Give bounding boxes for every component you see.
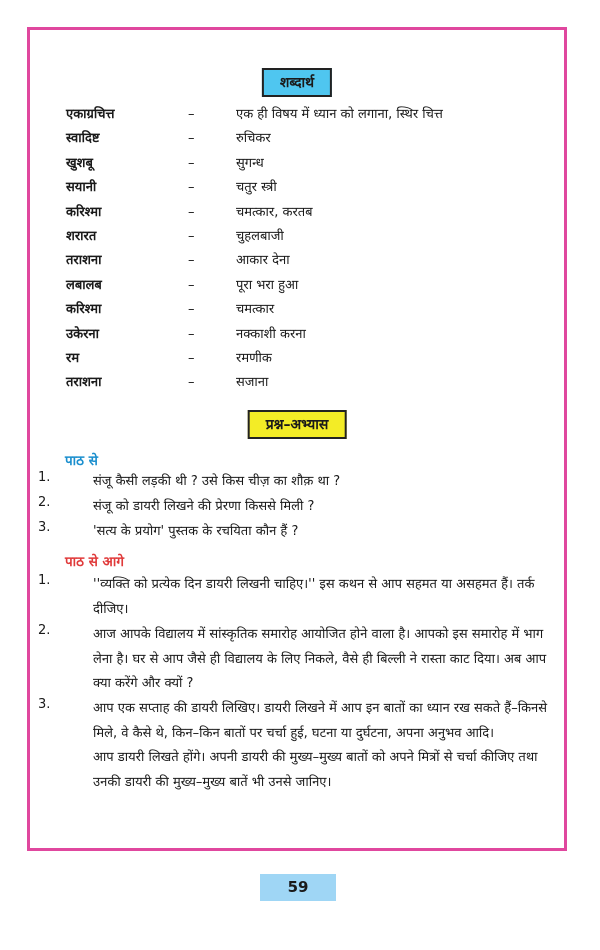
question: [38, 573, 566, 622]
exercise-heading: प्रश्न–अभ्यास: [248, 410, 347, 439]
page-number: 59: [260, 874, 336, 901]
glossary-term: शरारत: [66, 228, 97, 244]
question-number: 2.: [38, 623, 51, 638]
glossary-meaning: चमत्कार, करतब: [236, 204, 313, 220]
question: [38, 697, 566, 796]
question-text: ''व्यक्ति को प्रत्येक दिन डायरी लिखनी चाहिए।'' इस कथन से आप सहमत या असहमत हैं। तर्क दीजिए।: [93, 577, 535, 617]
glossary-meaning: रमणीक: [236, 350, 272, 366]
glossary-term: सयानी: [66, 180, 97, 196]
question-text: आप एक सप्ताह की डायरी लिखिए। डायरी लिखने में आप इन बातों का ध्यान रख सकते हैं–किनसे मिले, वे कैसे थे, किन–किन बातों पर चर्चा हुई, घटना या दुर्घटना, अपना अनुभव आदि।: [93, 701, 548, 741]
glossary-list: [66, 103, 546, 396]
glossary-term: तराशना: [66, 253, 102, 269]
glossary-term: करिश्मा: [66, 204, 102, 220]
glossary-row: [66, 371, 546, 395]
glossary-row: [66, 176, 546, 200]
glossary-meaning: रुचिकर: [236, 131, 271, 147]
glossary-meaning: नक्काशी करना: [236, 326, 306, 342]
glossary-row: [66, 347, 546, 371]
glossary-row: [66, 323, 546, 347]
question-text: संजू कैसी लड़की थी ? उसे किस चीज़ का शौक़ था ?: [93, 474, 341, 489]
glossary-dash: –: [188, 277, 195, 293]
glossary-meaning: चुहलबाजी: [236, 228, 284, 244]
glossary-term: लबालब: [66, 277, 102, 293]
glossary-dash: –: [188, 131, 195, 147]
glossary-term: करिश्मा: [66, 302, 102, 318]
glossary-dash: –: [188, 326, 195, 342]
question-text: 'सत्य के प्रयोग' पुस्तक के रचयिता कौन हैं ?: [93, 524, 299, 539]
glossary-term: एकाग्रचित्त: [66, 107, 115, 122]
section-title-from-lesson: पाठ से: [65, 453, 98, 469]
glossary-row: [66, 103, 546, 127]
glossary-dash: –: [188, 107, 195, 122]
glossary-term: खुशबू: [66, 155, 93, 171]
glossary-meaning: पूरा भरा हुआ: [236, 277, 299, 293]
glossary-meaning: एक ही विषय में ध्यान को लगाना, स्थिर चित्त: [236, 107, 443, 122]
glossary-row: [66, 152, 546, 176]
glossary-dash: –: [188, 375, 195, 391]
glossary-row: [66, 274, 546, 298]
question-number: 3.: [38, 697, 51, 712]
question: [38, 520, 566, 545]
glossary-dash: –: [188, 204, 195, 220]
glossary-term: स्वादिष्ट: [66, 131, 100, 147]
glossary-term: उकेरना: [66, 326, 100, 342]
glossary-row: [66, 225, 546, 249]
glossary-meaning: चमत्कार: [236, 302, 275, 318]
question-text: संजू को डायरी लिखने की प्रेरणा किससे मिली ?: [93, 499, 315, 514]
question: [38, 495, 566, 520]
question-number: 1.: [38, 470, 51, 485]
glossary-row: [66, 298, 546, 322]
question-number: 1.: [38, 573, 51, 588]
question-text: आज आपके विद्यालय में सांस्कृतिक समारोह आयोजित होने वाला है। आपको इस समारोह में भाग लेना है। घर से आप जैसे ही विद्यालय के लिए निकले, वैसे ही बिल्ली ने रास्ता काट दिया। अब आप क्या करेंगे और क्यों ?: [93, 627, 547, 692]
section-title-beyond-lesson: पाठ से आगे: [65, 554, 124, 570]
glossary-dash: –: [188, 180, 195, 196]
glossary-dash: –: [188, 302, 195, 318]
question-number: 2.: [38, 495, 51, 510]
glossary-row: [66, 201, 546, 225]
glossary-meaning: चतुर स्त्री: [236, 180, 277, 196]
question: [38, 623, 566, 697]
glossary-term: तराशना: [66, 375, 102, 391]
glossary-row: [66, 127, 546, 151]
page-frame: [27, 27, 567, 851]
glossary-meaning: सुगन्ध: [236, 155, 264, 171]
glossary-row: [66, 249, 546, 273]
glossary-dash: –: [188, 253, 195, 269]
glossary-term: रम: [66, 350, 80, 366]
glossary-dash: –: [188, 155, 195, 171]
glossary-meaning: सजाना: [236, 375, 269, 391]
glossary-dash: –: [188, 350, 195, 366]
glossary-heading: शब्दार्थ: [262, 68, 332, 97]
glossary-dash: –: [188, 228, 195, 244]
glossary-meaning: आकार देना: [236, 253, 290, 269]
question: [38, 470, 566, 495]
question-number: 3.: [38, 520, 51, 535]
question-text-extra: आप डायरी लिखते होंगे। अपनी डायरी की मुख्य–मुख्य बातों को अपने मित्रों से चर्चा कीजिए तथा उनकी डायरी की मुख्य–मुख्य बातें भी उनसे जानिए।: [93, 750, 538, 791]
